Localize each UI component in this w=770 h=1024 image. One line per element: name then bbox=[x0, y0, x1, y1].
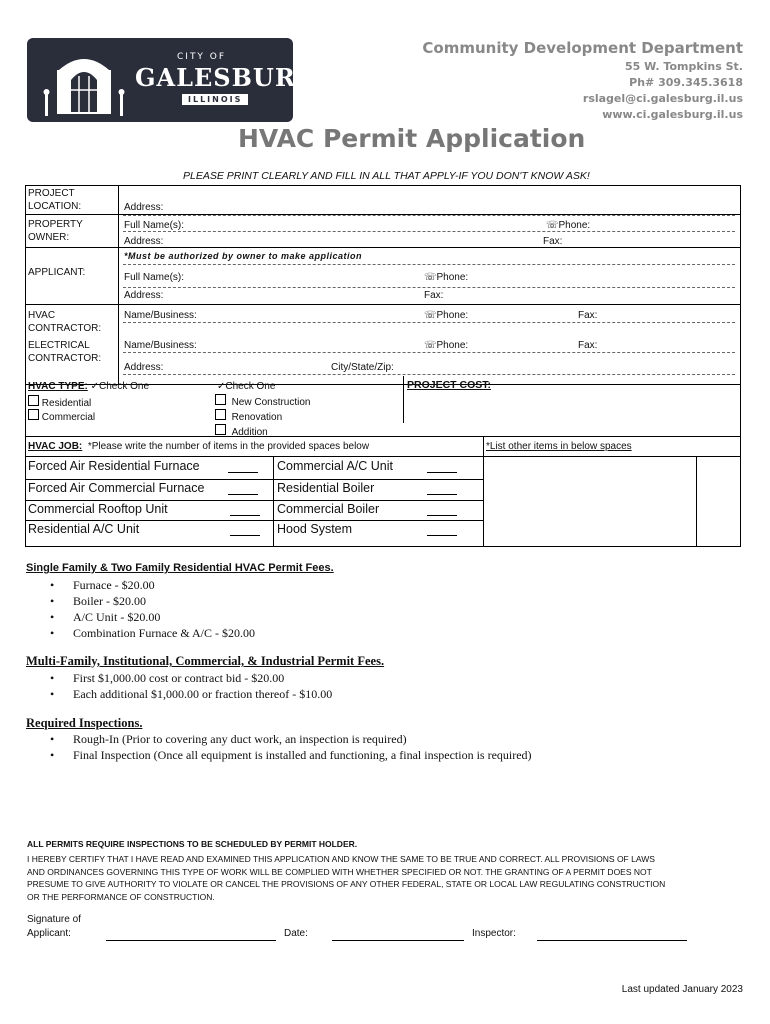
logo-city-of: CITY OF bbox=[177, 52, 227, 62]
certification-line: PRESUME TO GIVE AUTHORITY TO VIOLATE OR CANCEL THE PROVISIONS OF ANY OTHER FEDERAL, STATE OR LOCAL LAW REGULATING CONSTRUCTION bbox=[27, 879, 666, 889]
property-owner-label: PROPERTY OWNER: bbox=[28, 219, 83, 243]
item-forced-air-residential: Forced Air Residential Furnace bbox=[28, 459, 200, 473]
owner-address-field[interactable] bbox=[200, 233, 530, 247]
last-updated: Last updated January 2023 bbox=[621, 984, 743, 995]
electrical-name-label: Name/Business: bbox=[124, 340, 197, 351]
department-address: 55 W. Tompkins St. bbox=[625, 60, 743, 73]
city-state-zip-label: City/State/Zip: bbox=[331, 362, 394, 373]
owner-fax-label: Fax: bbox=[543, 236, 563, 247]
inspections-list bbox=[26, 731, 532, 763]
hvac-contractor-label: HVAC CONTRACTOR: bbox=[28, 310, 102, 334]
electrical-phone bbox=[424, 339, 468, 352]
qty-forced-air-residential[interactable] bbox=[228, 472, 258, 473]
qty-hood-system[interactable] bbox=[427, 535, 457, 536]
project-address-field[interactable] bbox=[200, 199, 730, 213]
applicant-phone-label: Phone: bbox=[436, 272, 469, 283]
applicant-name-label: Full Name(s): bbox=[124, 272, 185, 283]
building-icon bbox=[41, 46, 127, 118]
renovation-option[interactable] bbox=[215, 409, 282, 424]
phone-icon: ☏ bbox=[546, 220, 559, 231]
item-hood-system: Hood System bbox=[277, 522, 353, 536]
electrical-contractor-label: ELECTRICAL CONTRACTOR: bbox=[28, 340, 102, 364]
applicant-label: APPLICANT: bbox=[28, 267, 86, 278]
instruction-text: PLEASE PRINT CLEARLY AND FILL IN ALL THAT APPLY-IF YOU DON'T KNOW ASK! bbox=[183, 170, 590, 182]
inspection-requirement: ALL PERMITS REQUIRE INSPECTIONS TO BE SCHEDULED BY PERMIT HOLDER. bbox=[27, 839, 358, 849]
owner-phone bbox=[546, 219, 590, 232]
department-website: www.ci.galesburg.il.us bbox=[602, 108, 743, 121]
list-item: • Rough-In (Prior to covering any duct work, an inspection is required) bbox=[26, 731, 532, 747]
logo-state: ILLINOIS bbox=[182, 94, 248, 105]
electrical-fax-label: Fax: bbox=[578, 340, 598, 351]
commercial-option[interactable] bbox=[28, 409, 95, 424]
electrical-phone-label: Phone: bbox=[436, 340, 469, 351]
hvac-fax-label: Fax: bbox=[578, 310, 598, 321]
addition-option[interactable] bbox=[215, 424, 268, 439]
renovation-label: Renovation bbox=[231, 412, 283, 423]
phone-icon: ☏ bbox=[424, 310, 437, 321]
owner-name-field[interactable] bbox=[200, 217, 530, 231]
commercial-checkbox[interactable] bbox=[28, 409, 39, 420]
list-item: • Each additional $1,000.00 or fraction thereof - $10.00 bbox=[26, 686, 332, 702]
list-item: • First $1,000.00 cost or contract bid - $20.00 bbox=[26, 670, 332, 686]
date-field[interactable] bbox=[332, 927, 464, 941]
new-construction-label: New Construction bbox=[231, 397, 311, 408]
other-items-field[interactable] bbox=[484, 457, 694, 543]
page-title: HVAC Permit Application bbox=[238, 124, 586, 153]
qty-commercial-ac[interactable] bbox=[427, 472, 457, 473]
residential-option[interactable] bbox=[28, 395, 91, 410]
commercial-label: Commercial bbox=[41, 412, 96, 423]
list-item: • Final Inspection (Once all equipment is installed and functioning, a final inspection is required) bbox=[26, 747, 532, 763]
checkmark-icon: ✓ bbox=[217, 381, 226, 392]
commercial-fees-title: Multi-Family, Institutional, Commercial, & Industrial Permit Fees. bbox=[26, 654, 385, 668]
hvac-phone bbox=[424, 309, 468, 322]
item-commercial-rooftop: Commercial Rooftop Unit bbox=[28, 502, 168, 516]
logo-name: GALESBURG bbox=[135, 63, 318, 92]
applicant-phone bbox=[424, 271, 468, 284]
electrical-address-label: Address: bbox=[124, 362, 164, 373]
inspector-field[interactable] bbox=[537, 927, 687, 941]
hvac-name-field[interactable] bbox=[205, 307, 420, 321]
hvac-type-row bbox=[28, 380, 149, 393]
applicant-address-field[interactable] bbox=[200, 287, 420, 301]
applicant-address-label: Address: bbox=[124, 290, 164, 301]
department-name: Community Development Department bbox=[422, 39, 743, 57]
project-cost-label: PROJECT COST: bbox=[407, 379, 492, 391]
residential-checkbox[interactable] bbox=[28, 395, 39, 406]
department-phone: Ph# 309.345.3618 bbox=[629, 76, 743, 89]
addition-label: Addition bbox=[231, 427, 268, 438]
residential-label: Residential bbox=[41, 398, 92, 409]
item-forced-air-commercial: Forced Air Commercial Furnace bbox=[28, 481, 205, 495]
residential-fees-title: Single Family & Two Family Residential HVAC Permit Fees. bbox=[26, 562, 334, 574]
certification-line: I HEREBY CERTIFY THAT I HAVE READ AND EXAMINED THIS APPLICATION AND KNOW THE SAME TO BE TRUE AND CORRECT. ALL PROVISIONS OF LAWS bbox=[27, 854, 655, 864]
project-cost-field[interactable] bbox=[404, 393, 734, 433]
qty-forced-air-commercial[interactable] bbox=[228, 494, 258, 495]
qty-residential-ac[interactable] bbox=[230, 535, 260, 536]
signature-applicant-label: Applicant: bbox=[27, 928, 71, 939]
list-other-note: *List other items in below spaces bbox=[486, 441, 632, 452]
item-residential-boiler: Residential Boiler bbox=[277, 481, 375, 495]
electrical-name-field[interactable] bbox=[205, 337, 420, 351]
check-one-label: Check One bbox=[99, 381, 150, 392]
owner-phone-label: Phone: bbox=[558, 220, 591, 231]
other-items-qty-field[interactable] bbox=[697, 457, 737, 543]
applicant-fax-label: Fax: bbox=[424, 290, 444, 301]
department-email: rslagel@ci.galesburg.il.us bbox=[582, 92, 743, 105]
qty-residential-boiler[interactable] bbox=[427, 494, 457, 495]
hvac-phone-label: Phone: bbox=[436, 310, 469, 321]
list-item: • A/C Unit - $20.00 bbox=[26, 609, 255, 625]
owner-name-label: Full Name(s): bbox=[124, 220, 185, 231]
work-type-header bbox=[217, 380, 275, 393]
item-commercial-boiler: Commercial Boiler bbox=[277, 502, 380, 516]
authorized-note: *Must be authorized by owner to make application bbox=[124, 251, 363, 261]
list-item: • Furnace - $20.00 bbox=[26, 577, 255, 593]
signature-field[interactable] bbox=[106, 927, 276, 941]
project-location-label: PROJECT LOCATION: bbox=[28, 188, 82, 212]
qty-commercial-boiler[interactable] bbox=[427, 515, 457, 516]
list-item: • Combination Furnace & A/C - $20.00 bbox=[26, 625, 255, 641]
inspections-title: Required Inspections. bbox=[26, 716, 143, 730]
hvac-name-label: Name/Business: bbox=[124, 310, 197, 321]
project-address-label: Address: bbox=[124, 202, 164, 213]
applicant-name-field[interactable] bbox=[200, 268, 420, 282]
item-commercial-ac: Commercial A/C Unit bbox=[277, 459, 393, 473]
phone-icon: ☏ bbox=[424, 340, 437, 351]
city-logo bbox=[27, 38, 318, 122]
hvac-job-note: *Please write the number of items in the provided spaces below bbox=[87, 441, 370, 452]
hvac-type-label: HVAC TYPE: bbox=[28, 381, 88, 392]
owner-address-label: Address: bbox=[124, 236, 164, 247]
certification-line: AND ORDINANCES GOVERNING THIS TYPE OF WORK WILL BE COMPLIED WITH WHETHER SPECIFIED OR NOT. THE GRANTING OF A PERMIT DOES NOT bbox=[27, 866, 652, 877]
commercial-fees-list bbox=[26, 670, 332, 702]
inspector-label: Inspector: bbox=[472, 928, 516, 939]
checkmark-icon: ✓ bbox=[90, 381, 99, 392]
new-construction-option[interactable] bbox=[215, 394, 310, 409]
signature-of-label: Signature of bbox=[27, 914, 81, 925]
hvac-job-label: HVAC JOB: bbox=[28, 441, 83, 452]
item-residential-ac: Residential A/C Unit bbox=[28, 522, 140, 536]
residential-fees-list bbox=[26, 577, 255, 641]
date-label: Date: bbox=[284, 928, 308, 939]
hvac-job-row bbox=[28, 440, 369, 453]
certification-line: OR THE PERFORMANCE OF CONSTRUCTION. bbox=[27, 891, 215, 902]
addition-checkbox[interactable] bbox=[215, 424, 226, 435]
certification-text bbox=[27, 853, 747, 903]
phone-icon: ☏ bbox=[424, 272, 437, 283]
new-construction-checkbox[interactable] bbox=[215, 394, 226, 405]
qty-commercial-rooftop[interactable] bbox=[230, 515, 260, 516]
list-item: • Boiler - $20.00 bbox=[26, 593, 255, 609]
renovation-checkbox[interactable] bbox=[215, 409, 226, 420]
work-check-one-label: Check One bbox=[225, 381, 276, 392]
